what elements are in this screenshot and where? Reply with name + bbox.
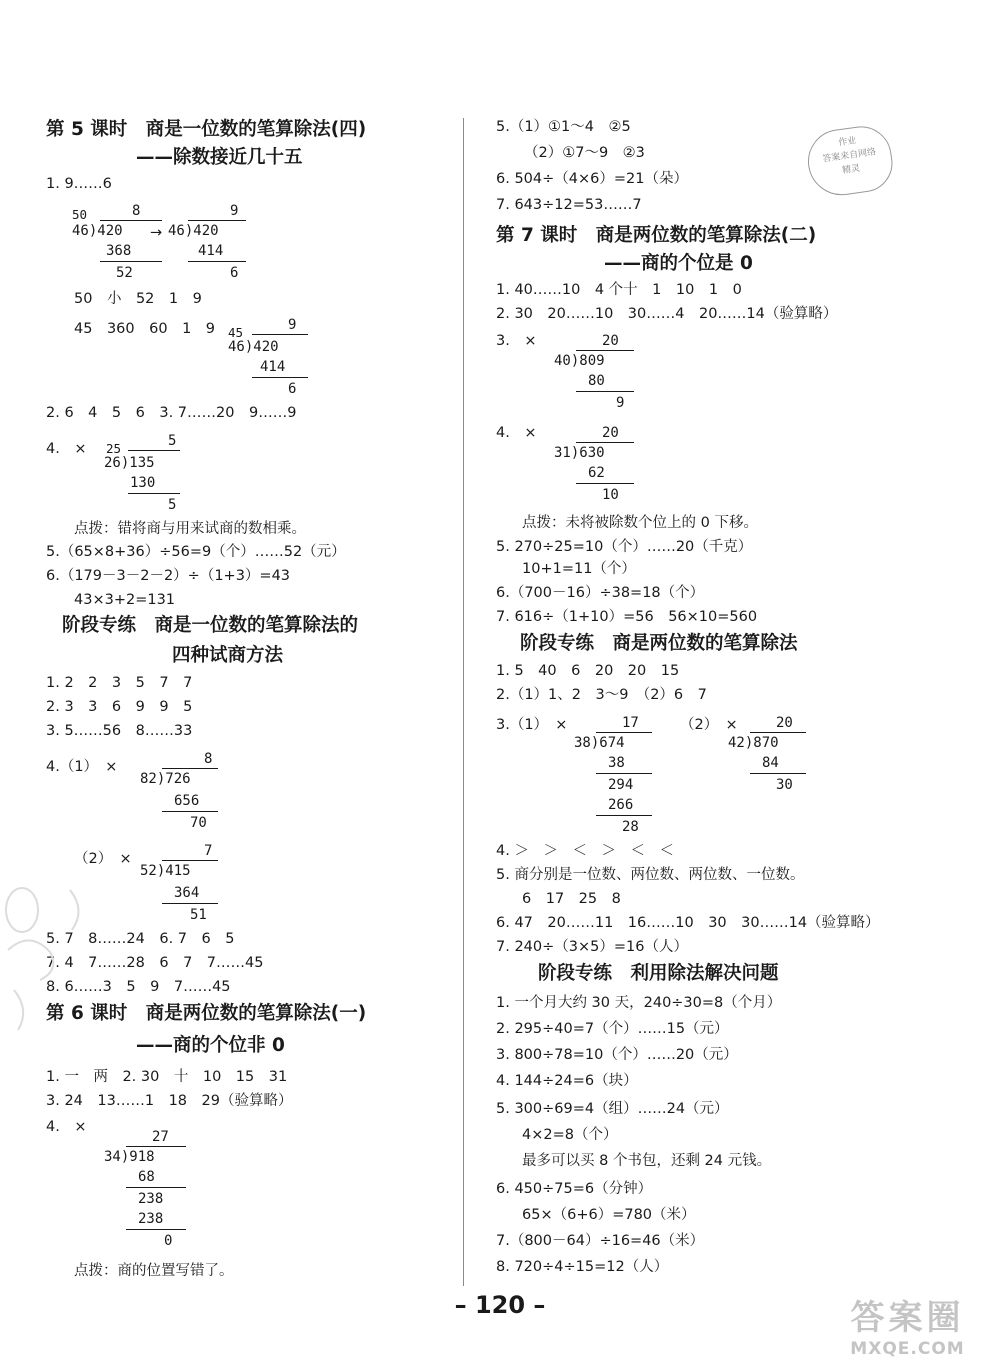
- lesson6-title: 第 6 课时 商是两位数的笔算除法(一): [46, 1003, 367, 1024]
- watermark: [820, 1298, 995, 1366]
- stage3-title: 阶段专练 利用除法解决问题: [538, 963, 779, 984]
- l7-q4-label: 4. ×: [496, 425, 537, 441]
- l6-q1-q2: 1. 一 两 2. 30 十 10 15 31: [46, 1069, 288, 1085]
- watermark-url: MXQE.COM: [850, 1339, 965, 1359]
- st3-q8: 8. 720÷4÷15=12（人）: [496, 1259, 669, 1275]
- st1-q8: 8. 6……3 5 9 7……45: [46, 979, 231, 995]
- l6-q3: 3. 24 13……1 18 29（验算略）: [46, 1093, 293, 1109]
- product-1: 68: [138, 1169, 155, 1185]
- remainder: 28: [622, 819, 639, 835]
- divisor-dividend: 26)135: [104, 455, 155, 471]
- quotient: 9: [288, 317, 297, 333]
- l5-q6a: 6.（179－3－2－2）÷（1+3）=43: [46, 568, 291, 584]
- divisor-dividend: 31)630: [554, 445, 605, 461]
- stage2-title: 阶段专练 商是两位数的笔算除法: [520, 633, 798, 654]
- quotient: 27: [152, 1129, 169, 1145]
- product: 414: [198, 243, 224, 259]
- r-q5a: 5.（1）①1～4 ②5: [496, 119, 631, 135]
- l5-q1-line2: 50 小 52 1 9: [74, 291, 202, 307]
- subtract-line: [128, 493, 180, 494]
- remainder: 70: [190, 815, 207, 831]
- subtract-line: [576, 391, 634, 392]
- st1-q5-q6: 5. 7 8……24 6. 7 6 5: [46, 931, 235, 947]
- subtract-line: [162, 903, 218, 904]
- l6-tip: 点拨：商的位置写错了。: [74, 1263, 234, 1279]
- watermark-logo: 答案圈: [850, 1298, 965, 1338]
- divisor-dividend: 52)415: [140, 863, 191, 879]
- subtract-line: [100, 261, 162, 262]
- l5-q1-line3: 45 360 60 1 9: [74, 321, 216, 337]
- quotient: 17: [622, 715, 639, 731]
- l5-division-2: [168, 202, 268, 284]
- st3-q2: 2. 295÷40=7（个）……15（元）: [496, 1021, 729, 1037]
- product: 80: [588, 373, 605, 389]
- r-q7: 7. 643÷12=53……7: [496, 197, 642, 213]
- lesson6-subtitle: ——商的个位非 0: [136, 1035, 285, 1056]
- partial-remainder: 294: [608, 777, 634, 793]
- divisor-dividend: 46)420: [72, 223, 123, 239]
- st3-q4: 4. 144÷24=6（块）: [496, 1073, 638, 1089]
- subtract-line-1: [596, 773, 652, 774]
- product: 414: [260, 359, 286, 375]
- remainder: 51: [190, 907, 207, 923]
- estimate: 50: [72, 207, 88, 222]
- l5-division-1: [72, 202, 172, 284]
- arrow: →: [150, 225, 163, 241]
- st3-q6b: 65×（6+6）=780（米）: [522, 1207, 696, 1223]
- subtract-line-2: [596, 815, 652, 816]
- subtract-line: [576, 483, 634, 484]
- st1-q4a-label: 4.（1） ×: [46, 759, 118, 775]
- st3-q6a: 6. 450÷75=6（分钟）: [496, 1181, 653, 1197]
- partial-remainder: 238: [138, 1191, 164, 1207]
- stage1-subtitle: 四种试商方法: [172, 645, 284, 666]
- remainder: 0: [164, 1233, 173, 1249]
- product: 130: [130, 475, 156, 491]
- quotient: 5: [168, 433, 177, 449]
- st1-q4b-division: [140, 842, 230, 926]
- remainder: 30: [776, 777, 793, 793]
- subtract-line: [252, 377, 308, 378]
- remainder: 10: [602, 487, 619, 503]
- st2-q7: 7. 240÷（3×5）=16（人）: [496, 939, 688, 955]
- l7-tip: 点拨：未将被除数个位上的 0 下移。: [522, 515, 758, 531]
- remainder: 5: [168, 497, 177, 513]
- st1-q7: 7. 4 7……28 6 7 7……45: [46, 955, 264, 971]
- subtract-line: [750, 773, 806, 774]
- st1-q1: 1. 2 2 3 5 7 7: [46, 675, 193, 691]
- st3-q5b: 4×2=8（个）: [522, 1127, 618, 1143]
- l6-q4-label: 4. ×: [46, 1119, 87, 1135]
- product: 84: [762, 755, 779, 771]
- quotient: 20: [602, 425, 619, 441]
- lesson7-subtitle: ——商的个位是 0: [604, 253, 753, 274]
- st2-q1: 1. 5 40 6 20 20 15: [496, 663, 680, 679]
- l7-q5b: 10+1=11（个）: [522, 561, 636, 577]
- st1-q3: 3. 5……56 8……33: [46, 723, 193, 739]
- divisor-dividend: 46)420: [228, 339, 279, 355]
- l5-q5: 5.（65×8+36）÷56=9（个）……52（元）: [46, 544, 346, 560]
- st2-q5b: 6 17 25 8: [522, 891, 621, 907]
- quotient: 7: [204, 843, 213, 859]
- divisor-dividend: 82)726: [140, 771, 191, 787]
- quotient: 20: [602, 333, 619, 349]
- decorative-doodle-icon: [0, 880, 90, 1060]
- divisor-dividend: 46)420: [168, 223, 219, 239]
- st3-q1: 1. 一个月大约 30 天，240÷30=8（个月）: [496, 995, 782, 1011]
- st2-q3b-division: [728, 714, 818, 798]
- l5-q6b: 43×3+2=131: [74, 592, 176, 608]
- l5-q4-label: 4. ×: [46, 441, 87, 457]
- l7-q1: 1. 40……10 4 个十 1 10 1 0: [496, 282, 742, 298]
- l5-q2-q3: 2. 6 4 5 6 3. 7……20 9……9: [46, 405, 297, 421]
- product-1: 38: [608, 755, 625, 771]
- product-2: 266: [608, 797, 634, 813]
- remainder: 6: [288, 381, 297, 397]
- l5-division-3: [228, 316, 328, 398]
- stamp-line3: 精灵: [841, 163, 861, 177]
- st2-q6: 6. 47 20……11 16……10 30 30……14（验算略）: [496, 915, 880, 931]
- st2-q4: 4. ＞ ＞ ＜ ＞ ＜ ＜: [496, 843, 674, 859]
- st3-q3: 3. 800÷78=10（个）……20（元）: [496, 1047, 738, 1063]
- l5-q4-division: [104, 432, 194, 516]
- st3-q5a: 5. 300÷69=4（组）……24（元）: [496, 1101, 729, 1117]
- stamp-line2: 答案来自网络: [821, 147, 877, 165]
- l7-q2: 2. 30 20……10 30……4 20……14（验算略）: [496, 306, 838, 322]
- subtract-line-1: [126, 1187, 186, 1188]
- st2-q5a: 5. 商分别是一位数、两位数、两位数、一位数。: [496, 867, 805, 883]
- estimate: 45: [228, 325, 244, 340]
- product-2: 238: [138, 1211, 164, 1227]
- remainder: 9: [616, 395, 625, 411]
- st2-q2: 2.（1）1、2 3～9 （2）6 7: [496, 687, 707, 703]
- quotient: 20: [776, 715, 793, 731]
- st1-q4a-division: [140, 750, 230, 834]
- st3-q5c: 最多可以买 8 个书包，还剩 24 元钱。: [522, 1153, 772, 1169]
- quotient: 8: [132, 203, 141, 219]
- l5-q1: 1. 9……6: [46, 176, 112, 192]
- st2-q3a-label: 3.（1） ×: [496, 717, 568, 733]
- page-number: – 120 –: [454, 1291, 546, 1319]
- st2-q3a-division: [574, 714, 664, 838]
- remainder: 6: [230, 265, 239, 281]
- l7-q7: 7. 616÷（1+10）=56 56×10=560: [496, 609, 758, 625]
- l7-q3-label: 3. ×: [496, 333, 537, 349]
- l7-q3-division: [554, 332, 644, 416]
- divisor-dividend: 38)674: [574, 735, 625, 751]
- product: 62: [588, 465, 605, 481]
- homework-stamp: [804, 122, 896, 199]
- l7-q4-division: [554, 424, 644, 508]
- lesson7-title: 第 7 课时 商是两位数的笔算除法(二): [496, 225, 817, 246]
- product: 364: [174, 885, 200, 901]
- r-q6: 6. 504÷（4×6）=21（朵）: [496, 171, 688, 187]
- st3-q7: 7.（800－64）÷16=46（米）: [496, 1233, 705, 1249]
- estimate: 25: [106, 441, 122, 456]
- subtract-line: [162, 811, 218, 812]
- column-divider: [463, 118, 464, 1286]
- st2-q3b-label: （2） ×: [680, 717, 738, 733]
- remainder: 52: [116, 265, 133, 281]
- product: 656: [174, 793, 200, 809]
- divisor-dividend: 40)809: [554, 353, 605, 369]
- stage1-title: 阶段专练 商是一位数的笔算除法的: [62, 615, 359, 636]
- l7-q5a: 5. 270÷25=10（个）……20（千克）: [496, 539, 753, 555]
- subtract-line: [188, 261, 246, 262]
- st1-q2: 2. 3 3 6 9 9 5: [46, 699, 193, 715]
- division-bar: [252, 334, 308, 335]
- l7-q6: 6.（700－16）÷38=18（个）: [496, 585, 705, 601]
- product: 368: [106, 243, 132, 259]
- divisor-dividend: 42)870: [728, 735, 779, 751]
- subtract-line-2: [126, 1229, 186, 1230]
- quotient: 8: [204, 751, 213, 767]
- l6-q4-division: [104, 1128, 204, 1254]
- r-q5b: （2）①7～9 ②3: [524, 145, 645, 161]
- division-bar: [128, 450, 180, 451]
- divisor-dividend: 34)918: [104, 1149, 155, 1165]
- st1-q4b-label: （2） ×: [74, 851, 132, 867]
- lesson5-title: 第 5 课时 商是一位数的笔算除法(四): [46, 119, 367, 140]
- stamp-line1: 作业: [837, 135, 857, 149]
- l5-tip: 点拨：错将商与用来试商的数相乘。: [74, 521, 306, 537]
- quotient: 9: [230, 203, 239, 219]
- lesson5-subtitle: ——除数接近几十五: [136, 147, 303, 168]
